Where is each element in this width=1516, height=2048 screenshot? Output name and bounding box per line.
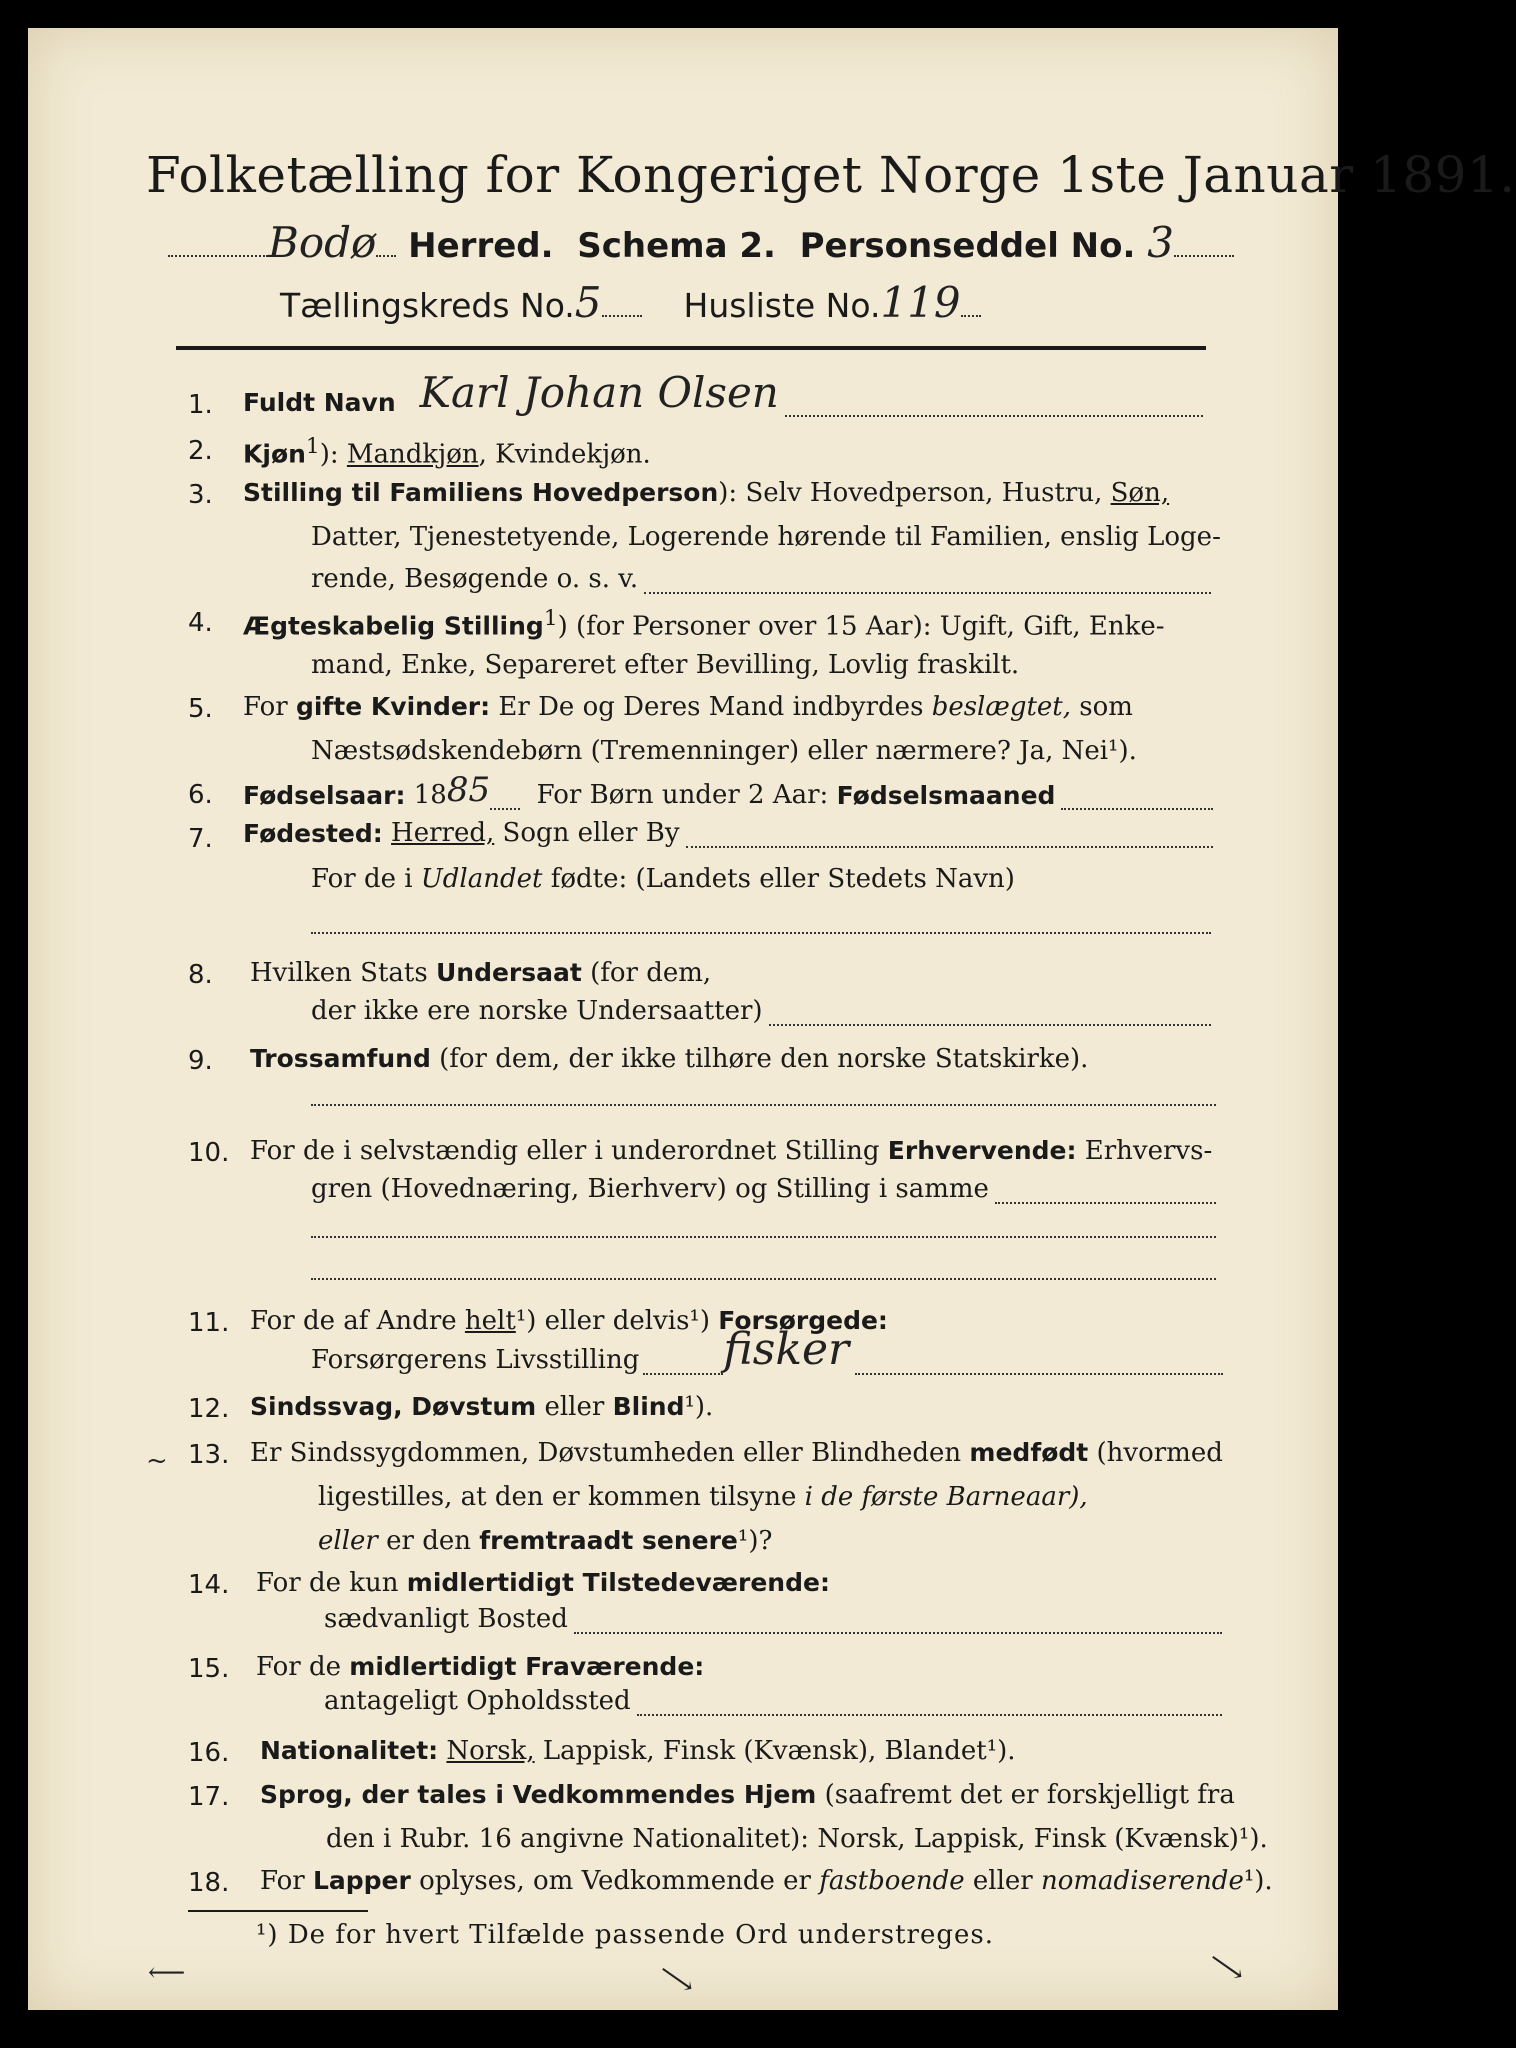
herred-label: Herred. [408,226,554,266]
item-number: 7. [188,824,213,854]
header-rule [176,346,1206,350]
pen-mark: ~ [146,1446,168,1476]
item-17-line-2: den i Rubr. 16 angivne Nationalitet): Norsk, Lappisk, Finsk (Kvænsk)¹). [326,1824,1268,1854]
form-title: Folketælling for Kongeriget Norge 1ste Januar 1891. [146,146,1516,204]
item-11-line-2: Forsørgerens Livsstilling fisker [311,1324,1223,1375]
item-2-sex: Kjøn$^1$): Mandkjøn, Kvindekjøn. [243,434,651,470]
item-number: 2. [188,436,213,466]
item-number: 16. [188,1738,230,1768]
pen-mark: ⟵ [148,1958,186,1988]
item-3-line-2: Datter, Tjenestetyende, Logerende hørende til Familien, enslig Loge- [311,522,1221,552]
item-number: 11. [188,1308,230,1338]
item-7-line-2: For de i Udlandet fødte: (Landets eller Stedets Navn) [311,864,1015,894]
husliste-label: Husliste No. [683,286,881,325]
birthplace-label: Fødested: [243,819,383,848]
blank-line [311,1234,1216,1238]
herred-value: Bodø [268,218,377,267]
herred-line [168,218,1234,267]
item-number: 5. [188,694,213,724]
item-11-line-1: For de af Andre helt¹) eller delvis¹) Forsørgede: [250,1306,888,1336]
item-number: 13. [188,1440,230,1470]
husliste-value: 119 [880,278,961,327]
item-8-line-2: der ikke ere norske Undersaatter) [311,996,1211,1026]
item-number: 8. [188,960,213,990]
religion-label: Trossamfund [250,1044,431,1073]
footnote: ¹) De for hvert Tilfælde passende Ord understreges. [256,1920,995,1950]
supported-option-helt: helt [464,1306,516,1336]
item-13-line-1: Er Sindssygdommen, Døvstumheden eller Blindheden medfødt (hvormed [250,1438,1223,1468]
citizenship-label: Undersaat [435,958,582,987]
occupation-label: Erhvervende: [887,1136,1077,1165]
item-number: 9. [188,1046,213,1076]
item-9-religion: Trossamfund (for dem, der ikke tilhøre den norske Statskirke). [250,1044,1089,1074]
item-8-line-1: Hvilken Stats Undersaat (for dem, [250,958,712,988]
item-5-line-2: Næstsødskendebørn (Tremenninger) eller nærmere? Ja, Nei¹). [311,736,1137,766]
item-number: 17. [188,1782,230,1812]
kreds-value: 5 [574,278,602,327]
item-3-line-3: rende, Besøgende o. s. v. [311,564,1211,594]
item-number: 1. [188,390,213,420]
item-10-line-1: For de i selvstændig eller i underordnet Stilling Erhvervende: Erhvervs- [250,1136,1213,1166]
item-1-full-name [243,368,1203,417]
item-number: 3. [188,480,213,510]
item-13-line-2: ligestilles, at den er kommen tilsyne i de første Barneaar), [318,1482,1088,1512]
supported-label: Forsørgede: [718,1306,888,1335]
item-7-birthplace: Fødested: Herred, Sogn eller By [243,818,1213,848]
married-women-label: gifte Kvinder: [295,692,491,721]
kreds-line [280,278,981,327]
census-form-page [28,28,1516,2010]
blank-line [311,930,1211,934]
sex-label: Kjøn [243,439,306,469]
item-14-line-2: sædvanligt Bosted [324,1604,1222,1634]
birth-year-label: Fødselsaar: [243,781,406,810]
item-4-line-1: Ægteskabelig Stilling$^1$) (for Personer over 15 Aar): Ugift, Gift, Enke- [243,606,1165,642]
item-14-line-1: For de kun midlertidigt Tilstedeværende: [256,1568,830,1598]
disability-label: Sindssvag, Døvstum [250,1392,537,1421]
nationality-option-norsk: Norsk, [446,1736,535,1766]
item-13-line-3: eller er den fremtraadt senere¹)? [318,1526,773,1556]
item-15-line-2: antageligt Opholdssted [324,1686,1222,1716]
birthplace-option-herred: Herred, [391,818,495,848]
item-12-disability: Sindssvag, Døvstum eller Blind¹). [250,1392,714,1422]
marital-status-label: Ægteskabelig Stilling [243,611,544,641]
footnote-rule [188,1910,368,1912]
pen-mark: ⟶ [652,1956,701,2002]
kreds-label: Tællingskreds No. [280,286,575,325]
item-number: 14. [188,1570,230,1600]
item-number: 6. [188,780,213,810]
item-4-line-2: mand, Enke, Separeret efter Bevilling, Lovlig fraskilt. [311,650,1020,680]
full-name-value: Karl Johan Olsen [419,368,779,417]
schema-label: Schema 2. [577,226,776,266]
birth-year-value: 85 [446,770,491,810]
language-label: Sprog, der tales i Vedkommendes Hjem [260,1780,817,1809]
blank-line [311,1102,1216,1106]
item-16-nationality: Nationalitet: Norsk, Lappisk, Finsk (Kvænsk), Blandet¹). [260,1736,1016,1766]
supporter-occupation-value: fisker [723,1324,850,1375]
sex-option-male: Mandkjøn [346,439,479,470]
item-6-birth-year: Fødselsaar: 18 85 For Børn under 2 Aar: Fødselsmaaned [243,770,1213,810]
item-3-line-1: Stilling til Familiens Hovedperson): Selv Hovedperson, Hustru, Søn, [243,478,1170,508]
family-position-label: Stilling til Familiens Hovedperson [243,478,719,507]
item-17-line-1: Sprog, der tales i Vedkommendes Hjem (saafremt det er forskjelligt fra [260,1780,1235,1810]
item-15-line-1: For de midlertidigt Fraværende: [256,1652,705,1682]
nationality-label: Nationalitet: [260,1736,439,1765]
item-18-sami: For Lapper oplyses, om Vedkommende er fastboende eller nomadiserende¹). [260,1866,1273,1896]
item-10-line-2: gren (Hovednæring, Bierhverv) og Stilling i samme [311,1174,1216,1204]
item-5-line-1: For gifte Kvinder: Er De og Deres Mand indbyrdes beslægtet, som [243,692,1133,722]
full-name-label: Fuldt Navn [243,388,396,417]
family-position-option-son: Søn, [1110,478,1170,508]
item-number: 10. [188,1138,230,1168]
item-number: 12. [188,1394,230,1424]
item-number: 18. [188,1868,230,1898]
personseddel-value: 3 [1147,218,1174,267]
item-number: 15. [188,1654,230,1684]
pen-mark: ⟶ [1202,1944,1251,1990]
blank-line [311,1276,1216,1280]
personseddel-label: Personseddel No. [799,226,1136,266]
item-number: 4. [188,608,213,638]
